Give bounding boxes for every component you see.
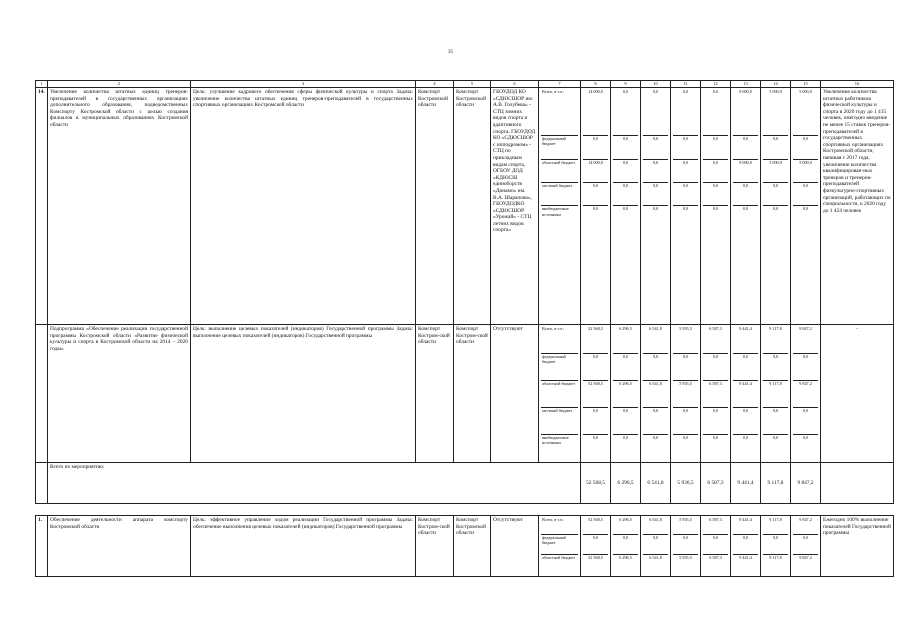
value-column bbox=[641, 88, 671, 325]
value-cell: 0,0 bbox=[793, 183, 818, 206]
value-cell: 6 296,5 bbox=[613, 517, 638, 534]
value-column bbox=[671, 325, 701, 463]
value-column bbox=[611, 88, 641, 325]
value-cell: 9 847,2 bbox=[793, 326, 818, 353]
value-cell: 14 000,0 bbox=[583, 89, 608, 136]
value-cell: 5 000,0 bbox=[763, 159, 788, 182]
value-cell: 14 000,0 bbox=[583, 159, 608, 182]
value-cell: 0,0 bbox=[613, 136, 638, 159]
value-cell: 0,0 bbox=[712, 434, 719, 440]
value-column bbox=[581, 325, 611, 463]
value-cell: 0,0 bbox=[652, 434, 659, 440]
total-value: 6 541,8 bbox=[641, 463, 671, 504]
value-cell: 52 568,5 bbox=[588, 555, 603, 561]
header-cell: 3 bbox=[191, 81, 416, 88]
value-cell: 0,0 bbox=[613, 183, 638, 206]
value-cell: 0,0 bbox=[652, 206, 659, 212]
value-cell: 6 296,5 bbox=[613, 380, 638, 407]
funding-sources bbox=[539, 88, 581, 325]
funding-source: федеральный бюджет bbox=[541, 136, 578, 159]
total-value: 5 936,5 bbox=[671, 463, 701, 504]
value-cell: 0,0 bbox=[592, 434, 599, 440]
value-cell: 9 000,0 bbox=[733, 159, 758, 182]
value-cell: 9 117,8 bbox=[763, 517, 788, 534]
co-executor: Комспорт Костромской области bbox=[454, 88, 491, 325]
value-cell: 0,0 bbox=[613, 159, 638, 182]
value-cell: 0,0 bbox=[733, 407, 758, 434]
value-cell: 0,0 bbox=[802, 206, 809, 212]
total-value: 6 587,3 bbox=[701, 463, 731, 504]
value-column bbox=[761, 516, 791, 577]
funding-source: областной бюджет bbox=[542, 555, 576, 561]
value-cell: 9 441,4 bbox=[733, 517, 758, 534]
spacer-cell bbox=[36, 504, 894, 516]
value-cell: 0,0 bbox=[673, 534, 698, 554]
row-number: 1. bbox=[36, 516, 48, 577]
value-cell: 0,0 bbox=[613, 534, 638, 554]
value-cell: 0,0 bbox=[673, 136, 698, 159]
value-cell: 9 117,8 bbox=[763, 326, 788, 353]
value-cell: 6 587,3 bbox=[703, 517, 728, 534]
value-cell: 0,0 bbox=[772, 206, 779, 212]
value-cell: 0,0 bbox=[703, 534, 728, 554]
value-cell: 0,0 bbox=[793, 407, 818, 434]
total-value: 9 117,8 bbox=[761, 463, 791, 504]
funding-source: внебюджетные источники bbox=[542, 434, 569, 445]
goal-task: Цель: улучшение кадрового обеспечения сферы физической культуры и спорта Задача: увеличение количества штатных единиц тренеров-преподавателей в государственных спортивных организациях Костромской области bbox=[191, 88, 416, 325]
value-cell: 9 117,8 bbox=[763, 380, 788, 407]
co-executor: Комспорт Костром-ской области bbox=[454, 325, 491, 463]
value-cell: 0,0 bbox=[793, 534, 818, 554]
value-column bbox=[581, 88, 611, 325]
value-cell: 0,0 bbox=[583, 136, 608, 159]
expected-result: Ежегодно 100% выполнение показателей Государственной программы bbox=[821, 516, 894, 577]
value-cell: 9 117,8 bbox=[769, 555, 782, 561]
total-value: 9 847,2 bbox=[791, 463, 821, 504]
value-cell: 6 296,5 bbox=[619, 555, 632, 561]
value-column bbox=[581, 516, 611, 577]
value-column bbox=[791, 516, 821, 577]
value-cell: 0,0 bbox=[622, 434, 629, 440]
funding-source: внебюджетные источники bbox=[542, 206, 569, 217]
responsible-executor: Комспорт Костром-ской области bbox=[416, 325, 454, 463]
goal-task: Цель: выполнение целевых показателей (индикаторов) Государственной программы Задача: выполнение целевых показателей (индикаторов) Государственной программы bbox=[191, 325, 416, 463]
value-column bbox=[791, 325, 821, 463]
goal-task: Цель: эффективное управление ходом реализации Государственной программы Задача: обеспечение выполнения целевых показателей (индикаторов) Государственной программы bbox=[191, 516, 416, 577]
value-cell: 0,0 bbox=[763, 136, 788, 159]
value-cell: 9 847,2 bbox=[793, 517, 818, 534]
header-row bbox=[36, 81, 894, 88]
participants: Отсутствуют bbox=[491, 325, 539, 463]
funding-source: федеральный бюджет bbox=[541, 534, 578, 554]
value-column bbox=[701, 325, 731, 463]
value-cell: 6 541,8 bbox=[643, 326, 668, 353]
header-cell: 1 bbox=[36, 81, 48, 88]
subprogram-row bbox=[36, 325, 894, 463]
total-value: 52 568,5 bbox=[581, 463, 611, 504]
value-cell: 0,0 bbox=[763, 183, 788, 206]
header-cell: 5 bbox=[454, 81, 491, 88]
funding-source: Всего, в т.ч.: bbox=[541, 517, 578, 534]
funding-source: федеральный бюджет bbox=[541, 353, 578, 380]
value-cell: 0,0 bbox=[673, 89, 698, 136]
value-column bbox=[701, 516, 731, 577]
value-cell: 0,0 bbox=[733, 353, 758, 380]
page-number: 35 bbox=[448, 50, 453, 55]
value-cell: 0,0 bbox=[673, 407, 698, 434]
header-cell: 6 bbox=[491, 81, 539, 88]
value-column bbox=[641, 325, 671, 463]
value-cell: 0,0 bbox=[673, 159, 698, 182]
funding-source: Всего, в т.ч.: bbox=[541, 89, 578, 136]
value-cell: 9 000,0 bbox=[733, 89, 758, 136]
value-cell: 0,0 bbox=[763, 353, 788, 380]
value-column bbox=[611, 516, 641, 577]
funding-source: областной бюджет bbox=[541, 380, 578, 407]
value-cell: 0,0 bbox=[622, 206, 629, 212]
co-executor: Комспорт Костромской области bbox=[454, 516, 491, 577]
value-cell: 0,0 bbox=[802, 434, 809, 440]
participants: Отсутствуют bbox=[491, 516, 539, 577]
total-row bbox=[36, 463, 894, 504]
row-number: 14. bbox=[36, 88, 48, 325]
measure-name: Подпрограмма «Обеспечение реализации государственной программы Костромской области «Развитие физической культуры и спорта в Костромской области на 2014 – 2020 годы» bbox=[48, 325, 191, 463]
responsible-executor: Комспорт Костромской области bbox=[416, 88, 454, 325]
header-cell: 12 bbox=[701, 81, 731, 88]
expected-result: Увеличение количества штатных работников физической культуры и спорта в 2020 году до 1 415 человек, ежегодно введение не менее 15 ставок тренеров-преподавателей в государственных спортивных организациях Костромской области, начиная с 2017 года, увеличение количества квалифицирован-ных тренеров и тренеров-преподавателей физкультурно-спортивных организаций, работающих по специальности, к 2020 году до 1 424 человек bbox=[821, 88, 894, 325]
header-cell: 11 bbox=[671, 81, 701, 88]
header-cell: 15 bbox=[791, 81, 821, 88]
value-cell: 0,0 bbox=[703, 159, 728, 182]
expected-result: - bbox=[821, 325, 894, 463]
total-value: 6 296,5 bbox=[611, 463, 641, 504]
value-cell: 0,0 bbox=[643, 136, 668, 159]
value-cell: 0,0 bbox=[703, 407, 728, 434]
funding-sources bbox=[539, 325, 581, 463]
value-cell: 0,0 bbox=[703, 183, 728, 206]
program-table bbox=[35, 80, 894, 577]
value-column bbox=[671, 516, 701, 577]
value-cell: 0,0 bbox=[703, 136, 728, 159]
value-cell: 5 935,5 bbox=[673, 380, 698, 407]
value-cell: 0,0 bbox=[592, 206, 599, 212]
participants: ГБОУДОД КО «СДЮСШОР им. А.В. Голубева» - СТЦ зимних видов спорта и адаптивного спорта, ГБОУДОД КО «СДЮСШОР с ипподромом» - СТЦ по прикладным видам спорта, ОГБОУ ДОД «КДЮСШ единоборств «Динамо» им. В.А. Шарапова», ГБОУДОДКО «СДЮСШОР «Урожай» - СТЦ летних видов спорта» bbox=[491, 88, 539, 325]
value-cell: 0,0 bbox=[643, 159, 668, 182]
value-cell: 5 000,0 bbox=[793, 159, 818, 182]
header-cell: 8 bbox=[581, 81, 611, 88]
header-cell: 7 bbox=[539, 81, 581, 88]
value-cell: 5 000,0 bbox=[793, 89, 818, 136]
value-cell: 0,0 bbox=[613, 89, 638, 136]
value-cell: 0,0 bbox=[763, 407, 788, 434]
value-cell: 0,0 bbox=[583, 407, 608, 434]
funding-sources bbox=[539, 516, 581, 577]
header-cell: 9 bbox=[611, 81, 641, 88]
total-label: Всего по мероприятию: bbox=[48, 463, 581, 504]
value-column bbox=[671, 88, 701, 325]
row-number bbox=[36, 325, 48, 463]
value-column bbox=[791, 88, 821, 325]
value-cell: 9 441,4 bbox=[733, 326, 758, 353]
value-cell: 0,0 bbox=[643, 353, 668, 380]
value-cell: 0,0 bbox=[673, 353, 698, 380]
value-column bbox=[641, 516, 671, 577]
value-cell: 0,0 bbox=[712, 206, 719, 212]
funding-source: Всего, в т.ч.: bbox=[541, 326, 578, 353]
header-cell: 4 bbox=[416, 81, 454, 88]
value-column bbox=[731, 516, 761, 577]
value-column bbox=[611, 325, 641, 463]
responsible-executor: Комспорт Костром-ской области bbox=[416, 516, 454, 577]
value-cell: 0,0 bbox=[703, 89, 728, 136]
value-cell: 6 587,3 bbox=[709, 555, 722, 561]
value-cell: 0,0 bbox=[583, 534, 608, 554]
value-cell: 0,0 bbox=[643, 183, 668, 206]
value-cell: 0,0 bbox=[772, 434, 779, 440]
funding-source: местный бюджет bbox=[541, 407, 578, 434]
value-column bbox=[731, 88, 761, 325]
value-cell: 0,0 bbox=[613, 353, 638, 380]
value-cell: 6 587,3 bbox=[703, 326, 728, 353]
spacer-row bbox=[36, 504, 894, 516]
funding-source: областной бюджет bbox=[541, 159, 578, 182]
value-cell: 0,0 bbox=[583, 183, 608, 206]
value-cell: 6 541,8 bbox=[643, 517, 668, 534]
value-column bbox=[701, 88, 731, 325]
value-cell: 6 541,8 bbox=[643, 380, 668, 407]
header-cell: 13 bbox=[731, 81, 761, 88]
value-cell: 0,0 bbox=[643, 89, 668, 136]
value-column bbox=[731, 325, 761, 463]
value-cell: 0,0 bbox=[682, 206, 689, 212]
value-cell: 9 847,2 bbox=[799, 555, 812, 561]
value-cell: 5 000,0 bbox=[763, 89, 788, 136]
value-column bbox=[761, 88, 791, 325]
value-cell: 0,0 bbox=[793, 353, 818, 380]
value-cell: 9 441,4 bbox=[739, 555, 752, 561]
value-cell: 5 935,5 bbox=[679, 555, 692, 561]
value-cell: 6 587,3 bbox=[703, 380, 728, 407]
funding-source: местный бюджет bbox=[541, 183, 578, 206]
value-cell: 0,0 bbox=[733, 183, 758, 206]
value-cell: 0,0 bbox=[673, 183, 698, 206]
value-cell: 9 441,4 bbox=[733, 380, 758, 407]
value-cell: 0,0 bbox=[793, 136, 818, 159]
value-cell: 0,0 bbox=[583, 353, 608, 380]
value-cell: 5 935,5 bbox=[673, 326, 698, 353]
value-cell: 52 568,5 bbox=[583, 380, 608, 407]
measure-name: Обеспечение деятельности аппарата комспорту Костромской области bbox=[48, 516, 191, 577]
header-cell: 16 bbox=[821, 81, 894, 88]
value-cell: 0,0 bbox=[643, 534, 668, 554]
value-cell: 52 568,5 bbox=[583, 326, 608, 353]
value-cell: 0,0 bbox=[733, 136, 758, 159]
value-cell: 0,0 bbox=[742, 206, 749, 212]
value-cell: 0,0 bbox=[733, 534, 758, 554]
value-cell: 6 541,8 bbox=[649, 555, 662, 561]
measure-row-1 bbox=[36, 516, 894, 577]
total-value: 9 441,4 bbox=[731, 463, 761, 504]
value-cell: 0,0 bbox=[742, 434, 749, 440]
value-cell: 6 296,5 bbox=[613, 326, 638, 353]
value-column bbox=[761, 325, 791, 463]
value-cell: 9 847,2 bbox=[793, 380, 818, 407]
value-cell: 5 935,5 bbox=[673, 517, 698, 534]
value-cell: 52 568,5 bbox=[583, 517, 608, 534]
header-cell: 10 bbox=[641, 81, 671, 88]
empty-cell bbox=[36, 463, 48, 504]
header-cell: 2 bbox=[48, 81, 191, 88]
value-cell: 0,0 bbox=[613, 407, 638, 434]
measure-name: Увеличение количества штатных единиц тренеров-преподавателей в государственных организациях дополнительного образования, подведомственных Комспорту Костромской области с целью создания филиалов в муниципальных образованиях Костромской области bbox=[48, 88, 191, 325]
value-cell: 0,0 bbox=[763, 534, 788, 554]
value-cell: 0,0 bbox=[643, 407, 668, 434]
value-cell: 0,0 bbox=[703, 353, 728, 380]
value-cell: 0,0 bbox=[682, 434, 689, 440]
header-cell: 14 bbox=[761, 81, 791, 88]
empty-cell bbox=[821, 463, 894, 504]
measure-row-14 bbox=[36, 88, 894, 325]
